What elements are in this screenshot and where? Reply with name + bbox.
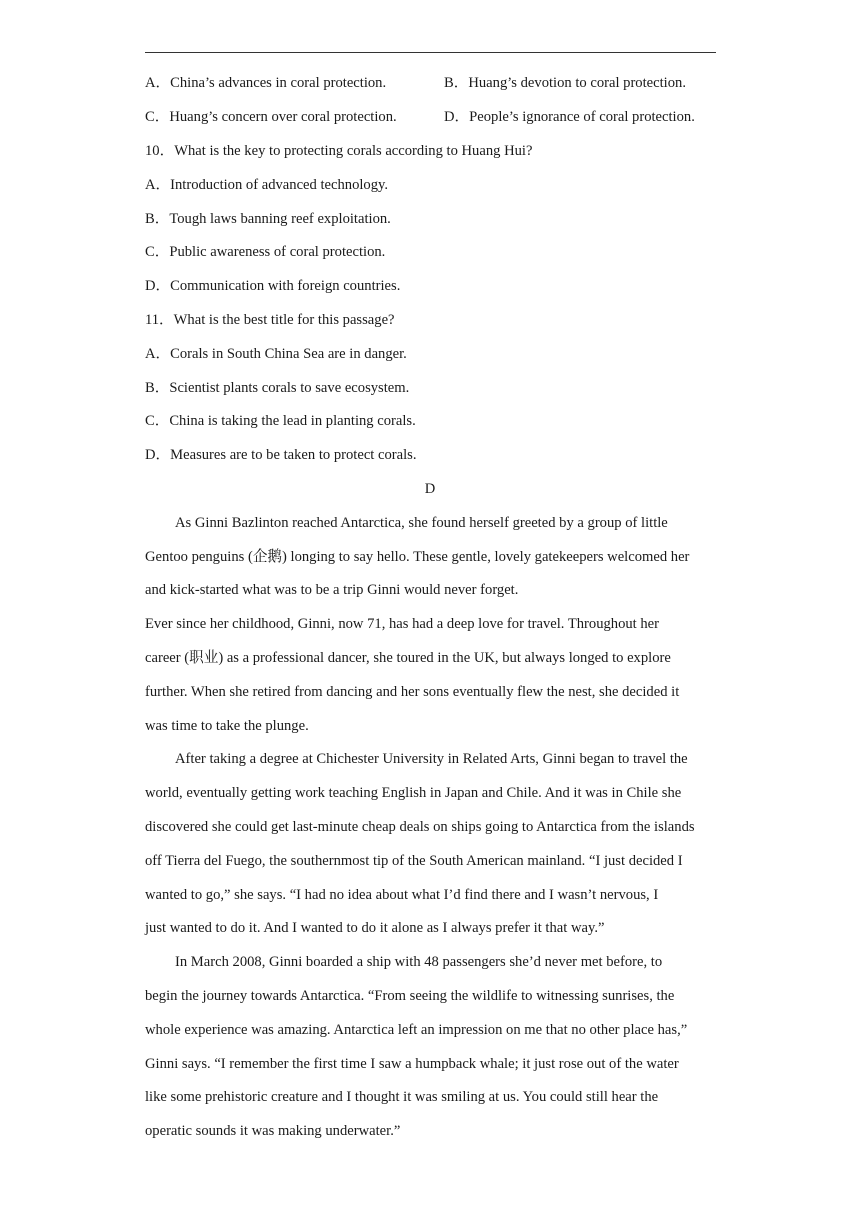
passage-line: like some prehistoric creature and I thought it was smiling at us. You could still hear the <box>145 1089 659 1105</box>
q10-question: 10．What is the key to protecting corals according to Huang Hui? <box>145 143 533 159</box>
passage-line: and kick-started what was to be a trip Ginni would never forget. <box>145 582 519 598</box>
passage-line: was time to take the plunge. <box>145 718 309 734</box>
passage-line: off Tierra del Fuego, the southernmost tip of the South American mainland. “I just decided I <box>145 853 683 869</box>
q11-option-b: B．Scientist plants corals to save ecosystem. <box>145 380 410 396</box>
q9-option-d: D．People’s ignorance of coral protection. <box>444 109 695 125</box>
passage-line: discovered she could get last-minute cheap deals on ships going to Antarctica from the islands <box>145 819 695 835</box>
q11-option-c: C．China is taking the lead in planting corals. <box>145 413 416 429</box>
q11-option-d: D．Measures are to be taken to protect corals. <box>145 447 417 463</box>
passage-line: whole experience was amazing. Antarctica left an impression on me that no other place has,” <box>145 1022 688 1038</box>
passage-line: Ginni says. “I remember the first time I saw a humpback whale; it just rose out of the water <box>145 1056 679 1072</box>
passage-line: just wanted to do it. And I wanted to do it alone as I always prefer it that way.” <box>145 920 605 936</box>
q10-option-b: B．Tough laws banning reef exploitation. <box>145 211 391 227</box>
q10-option-a: A．Introduction of advanced technology. <box>145 177 389 193</box>
passage-line: As Ginni Bazlinton reached Antarctica, she found herself greeted by a group of little <box>175 515 668 531</box>
section-label: D <box>424 481 436 497</box>
passage-line: world, eventually getting work teaching English in Japan and Chile. And it was in Chile she <box>145 785 682 801</box>
passage-line: operatic sounds it was making underwater.” <box>145 1123 401 1139</box>
q9-option-b: B．Huang’s devotion to coral protection. <box>444 75 686 91</box>
passage-line: In March 2008, Ginni boarded a ship with 48 passengers she’d never met before, to <box>175 954 663 970</box>
passage-line: begin the journey towards Antarctica. “From seeing the wildlife to witnessing sunrises, the <box>145 988 675 1004</box>
q9-option-c: C．Huang’s concern over coral protection. <box>145 109 397 125</box>
passage-line: Gentoo penguins (企鹅) longing to say hello. These gentle, lovely gatekeepers welcomed her <box>145 549 690 565</box>
passage-line: After taking a degree at Chichester University in Related Arts, Ginni began to travel the <box>175 751 688 767</box>
q11-question: 11．What is the best title for this passage? <box>145 312 395 328</box>
passage-line: wanted to go,” she says. “I had no idea about what I’d find there and I wasn’t nervous, I <box>145 887 659 903</box>
q10-option-d: D．Communication with foreign countries. <box>145 278 401 294</box>
passage-line: further. When she retired from dancing and her sons eventually flew the nest, she decided it <box>145 684 680 700</box>
passage-line: Ever since her childhood, Ginni, now 71, has had a deep love for travel. Throughout her <box>145 616 660 632</box>
q9-option-a: A．China’s advances in coral protection. <box>145 75 387 91</box>
q10-option-c: C．Public awareness of coral protection. <box>145 244 386 260</box>
header-rule <box>145 52 716 53</box>
q11-option-a: A．Corals in South China Sea are in danger. <box>145 346 407 362</box>
passage-line: career (职业) as a professional dancer, she toured in the UK, but always longed to explore <box>145 650 671 666</box>
